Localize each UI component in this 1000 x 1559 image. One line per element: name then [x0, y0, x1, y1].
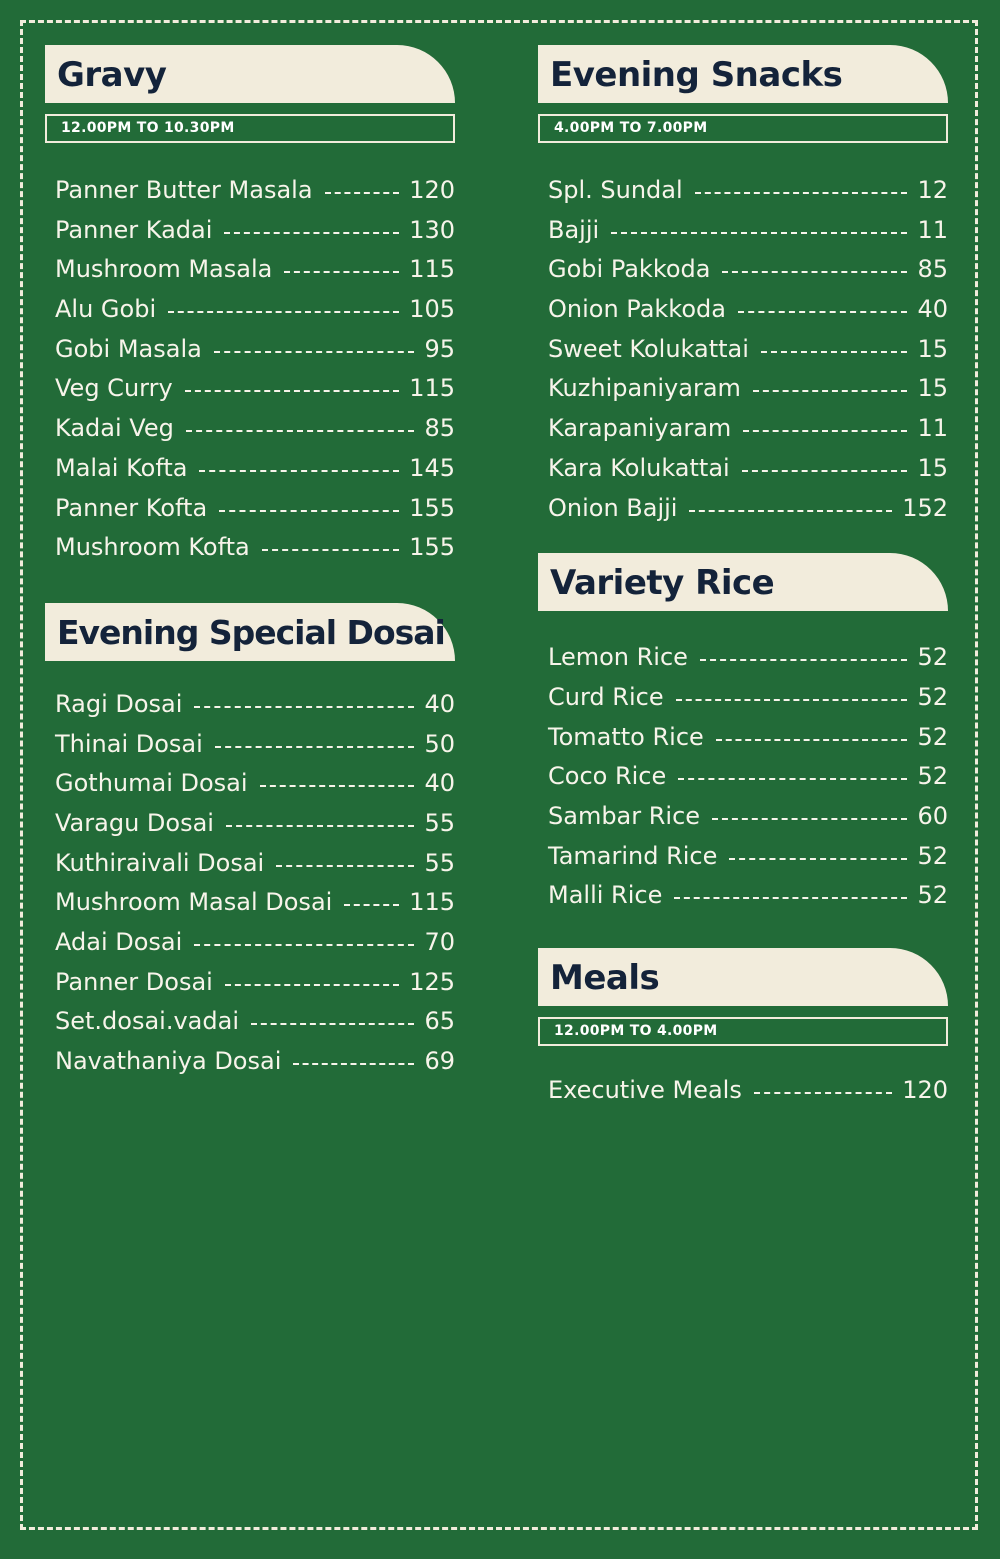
item-price: 40	[917, 295, 948, 324]
menu-item	[55, 1001, 455, 1041]
menu-item	[55, 329, 455, 369]
item-price: 52	[917, 722, 948, 751]
item-name: Kuzhipaniyaram	[548, 374, 741, 403]
dotted-leader	[284, 271, 399, 273]
menu-item	[55, 843, 455, 883]
menu-item	[55, 488, 455, 528]
dotted-leader	[219, 510, 399, 512]
menu-item	[55, 408, 455, 448]
item-name: Thinai Dosai	[55, 729, 203, 758]
menu-item	[55, 289, 455, 329]
item-name: Panner Kofta	[55, 493, 208, 522]
item-price: 145	[409, 453, 455, 482]
item-price: 52	[917, 841, 948, 870]
dotted-leader	[260, 785, 415, 787]
item-price: 105	[409, 295, 455, 324]
menu-item	[55, 368, 455, 408]
menu-item	[548, 796, 948, 836]
dotted-leader	[743, 430, 907, 432]
dotted-leader	[251, 1023, 414, 1025]
item-price: 65	[424, 1007, 455, 1036]
item-price: 120	[902, 1076, 948, 1104]
item-price: 60	[917, 801, 948, 830]
menu-item	[548, 488, 948, 528]
menu-item	[548, 677, 948, 717]
item-price: 85	[917, 255, 948, 284]
item-price: 115	[409, 888, 455, 917]
item-name: Lemon Rice	[548, 643, 688, 672]
dotted-leader	[214, 351, 415, 353]
menu-item	[55, 210, 455, 250]
menu-item	[548, 249, 948, 289]
dotted-leader	[224, 232, 399, 234]
item-name: Varagu Dosai	[55, 808, 214, 837]
item-name: Set.dosai.vadai	[55, 1007, 239, 1036]
section-title: Meals	[538, 948, 948, 1006]
item-price: 95	[424, 334, 455, 363]
item-name: Kara Kolukattai	[548, 453, 730, 482]
dotted-leader	[186, 430, 415, 432]
menu-list	[45, 684, 455, 1081]
menu-item	[55, 882, 455, 922]
item-price: 11	[917, 215, 948, 244]
item-price: 11	[917, 414, 948, 443]
item-price: 50	[424, 729, 455, 758]
section-meals	[538, 948, 948, 1110]
menu-list	[45, 170, 455, 567]
item-price: 52	[917, 762, 948, 791]
item-name: Gobi Masala	[55, 334, 202, 363]
menu-item	[55, 448, 455, 488]
item-name: Onion Pakkoda	[548, 295, 726, 324]
menu-list	[538, 637, 948, 915]
dotted-leader	[689, 510, 892, 512]
dotted-leader	[722, 271, 907, 273]
menu-item	[548, 756, 948, 796]
menu-item	[548, 448, 948, 488]
section-gravy	[45, 45, 455, 567]
item-price: 55	[424, 848, 455, 877]
item-name: Panner Butter Masala	[55, 176, 313, 204]
menu-item	[548, 1070, 948, 1110]
menu-item	[55, 803, 455, 843]
item-name: Bajji	[548, 215, 600, 244]
menu-item	[548, 329, 948, 369]
item-price: 15	[917, 334, 948, 363]
section-title: Evening Snacks	[538, 45, 948, 103]
section-title: Gravy	[45, 45, 455, 103]
item-price: 115	[409, 255, 455, 284]
menu-item	[548, 210, 948, 250]
dotted-leader	[738, 311, 907, 313]
dotted-leader	[225, 984, 399, 986]
section-variety-rice	[538, 553, 948, 915]
dotted-leader	[185, 390, 400, 392]
dotted-leader	[194, 706, 414, 708]
item-price: 12	[917, 176, 948, 204]
menu-item	[548, 170, 948, 210]
section-evening-snacks	[538, 45, 948, 527]
menu-item	[548, 875, 948, 915]
item-price: 85	[424, 414, 455, 443]
menu-item	[55, 170, 455, 210]
menu-item	[548, 836, 948, 876]
dotted-leader	[712, 818, 907, 820]
dotted-leader	[293, 1063, 414, 1065]
item-name: Adai Dosai	[55, 928, 183, 956]
dotted-leader	[753, 390, 908, 392]
right-column	[538, 45, 948, 1110]
item-name: Panner Dosai	[55, 967, 213, 996]
dotted-leader	[199, 470, 399, 472]
dotted-leader	[742, 470, 908, 472]
item-price: 40	[424, 769, 455, 798]
dotted-leader	[262, 549, 399, 551]
hours-badge: 12.00PM TO 4.00PM	[538, 1017, 948, 1046]
hours-badge: 4.00PM TO 7.00PM	[538, 114, 948, 143]
item-name: Karapaniyaram	[548, 414, 732, 443]
item-price: 120	[409, 176, 455, 204]
menu-item	[55, 249, 455, 289]
section-evening-special-dosai	[45, 603, 455, 1081]
dotted-leader	[678, 778, 907, 780]
item-name: Malli Rice	[548, 881, 663, 910]
dotted-leader	[226, 825, 415, 827]
item-name: Spl. Sundal	[548, 176, 683, 204]
menu-item	[55, 527, 455, 567]
dotted-leader	[700, 659, 908, 661]
item-name: Alu Gobi	[55, 295, 157, 324]
menu-item	[55, 763, 455, 803]
item-price: 155	[409, 493, 455, 522]
dotted-leader	[674, 897, 907, 899]
menu-item	[548, 717, 948, 757]
dotted-leader	[344, 904, 399, 906]
item-price: 152	[902, 493, 948, 522]
dotted-leader	[611, 232, 907, 234]
item-name: Gobi Pakkoda	[548, 255, 711, 284]
item-name: Sweet Kolukattai	[548, 334, 749, 363]
dotted-leader	[676, 699, 908, 701]
dotted-leader	[194, 944, 414, 946]
hours-badge: 12.00PM TO 10.30PM	[45, 114, 455, 143]
item-name: Executive Meals	[548, 1076, 742, 1104]
item-name: Tomatto Rice	[548, 722, 704, 751]
item-name: Veg Curry	[55, 374, 173, 403]
item-name: Curd Rice	[548, 682, 664, 711]
item-price: 52	[917, 881, 948, 910]
dotted-leader	[761, 351, 908, 353]
section-title: Variety Rice	[538, 553, 948, 611]
item-price: 115	[409, 374, 455, 403]
item-name: Navathaniya Dosai	[55, 1047, 282, 1076]
item-price: 52	[917, 682, 948, 711]
item-price: 130	[409, 215, 455, 244]
item-name: Ragi Dosai	[55, 689, 183, 718]
dotted-leader	[754, 1092, 892, 1094]
menu-item	[548, 637, 948, 677]
item-name: Mushroom Masala	[55, 255, 273, 284]
dotted-leader	[215, 746, 415, 748]
item-price: 40	[424, 689, 455, 718]
menu-item	[548, 408, 948, 448]
dotted-leader	[168, 311, 399, 313]
menu-item	[548, 289, 948, 329]
dotted-leader	[716, 739, 908, 741]
menu-item	[548, 368, 948, 408]
item-price: 125	[409, 967, 455, 996]
menu-list	[538, 1070, 948, 1110]
item-price: 52	[917, 643, 948, 672]
item-name: Panner Kadai	[55, 215, 213, 244]
item-name: Kuthiraivali Dosai	[55, 848, 265, 877]
item-name: Onion Bajji	[548, 493, 678, 522]
dotted-leader	[325, 192, 400, 194]
item-price: 15	[917, 374, 948, 403]
item-name: Coco Rice	[548, 762, 667, 791]
item-name: Mushroom Kofta	[55, 533, 250, 562]
item-name: Gothumai Dosai	[55, 769, 248, 798]
item-name: Kadai Veg	[55, 414, 174, 443]
item-price: 55	[424, 808, 455, 837]
menu-list	[538, 170, 948, 527]
left-column	[45, 45, 455, 1081]
item-name: Sambar Rice	[548, 801, 701, 830]
item-price: 70	[424, 928, 455, 956]
item-name: Malai Kofta	[55, 453, 188, 482]
dotted-leader	[276, 865, 414, 867]
menu-item	[55, 962, 455, 1002]
item-name: Mushroom Masal Dosai	[55, 888, 333, 917]
menu-item	[55, 1041, 455, 1081]
item-price: 155	[409, 533, 455, 562]
menu-item	[55, 684, 455, 724]
dotted-leader	[695, 192, 908, 194]
item-price: 15	[917, 453, 948, 482]
section-title: Evening Special Dosai	[45, 603, 455, 661]
menu-item	[55, 724, 455, 764]
item-name: Tamarind Rice	[548, 841, 718, 870]
menu-item	[55, 922, 455, 962]
dotted-leader	[729, 858, 907, 860]
item-price: 69	[424, 1047, 455, 1076]
